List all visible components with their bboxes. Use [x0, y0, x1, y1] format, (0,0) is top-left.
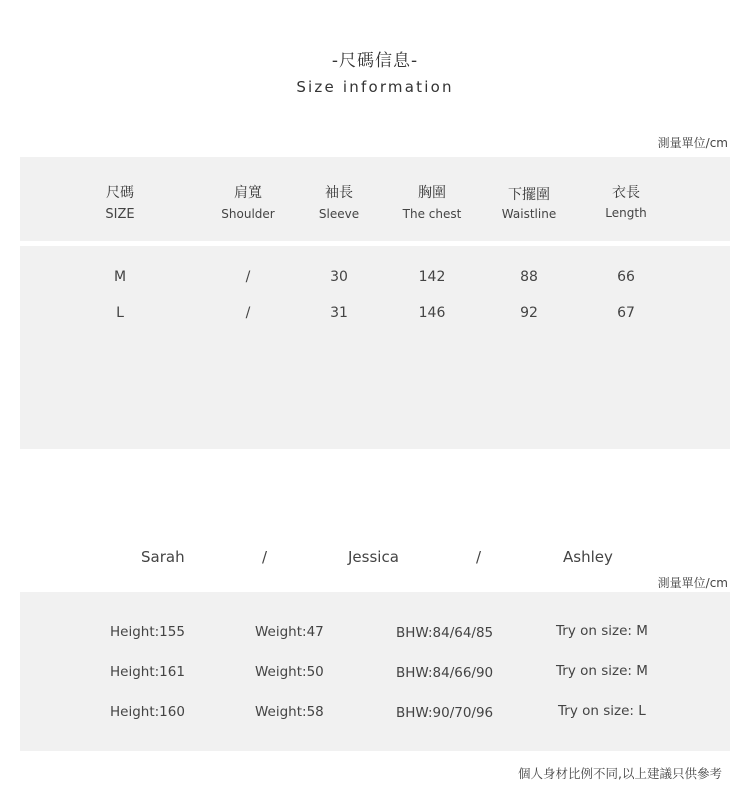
header-length-cn: 衣長 — [612, 185, 640, 201]
row-l-chest: 146 — [418, 305, 446, 321]
unit-label: 測量單位/cm — [657, 576, 728, 590]
header-sleeve-cn: 袖長 — [325, 185, 353, 201]
header-chest-en: The chest — [402, 207, 462, 221]
model-3-weight: Weight:58 — [255, 704, 324, 720]
header-shoulder-cn: 肩寬 — [234, 185, 262, 201]
row-l-shoulder: / — [245, 305, 251, 321]
row-m-chest: 142 — [418, 269, 446, 285]
row-l-size: L — [116, 305, 124, 321]
header-length-en: Length — [605, 206, 647, 220]
header-shoulder-en: Shoulder — [221, 207, 275, 221]
model-2-height: Height:161 — [110, 664, 185, 680]
model-2-try-on-size: Try on size: M — [556, 663, 648, 679]
header-size-en: SIZE — [105, 207, 135, 222]
model-3-height: Height:160 — [110, 704, 185, 720]
header-waistline-cn: 下擺圍 — [508, 187, 550, 203]
row-m-sleeve: 30 — [330, 269, 348, 285]
model-name-jessica: Jessica — [348, 548, 399, 566]
model-1-weight: Weight:47 — [255, 624, 324, 640]
page-subtitle: Size information — [296, 78, 454, 96]
disclaimer-note: 個人身材比例不同,以上建議只供參考 — [518, 766, 722, 781]
row-l-sleeve: 31 — [330, 305, 348, 321]
header-chest-cn: 胸圍 — [418, 185, 446, 201]
model-2-bhw: BHW:84/66/90 — [396, 665, 494, 681]
model-2-weight: Weight:50 — [255, 664, 324, 680]
model-name-separator: / — [476, 548, 482, 566]
header-waistline-en: Waistline — [501, 207, 557, 221]
model-3-try-on-size: Try on size: L — [558, 703, 646, 719]
row-l-waistline: 92 — [520, 305, 538, 321]
model-name-sarah: Sarah — [141, 548, 185, 566]
model-1-bhw: BHW:84/64/85 — [396, 625, 494, 641]
model-name-ashley: Ashley — [563, 548, 613, 566]
header-sleeve-en: Sleeve — [318, 207, 360, 221]
model-1-height: Height:155 — [110, 624, 185, 640]
model-3-bhw: BHW:90/70/96 — [396, 705, 494, 721]
model-1-try-on-size: Try on size: M — [556, 623, 648, 639]
model-name-separator: / — [262, 548, 268, 566]
row-l-length: 67 — [617, 305, 635, 321]
unit-label: 測量單位/cm — [657, 136, 728, 150]
row-m-shoulder: / — [245, 269, 251, 285]
header-size-cn: 尺碼 — [106, 185, 134, 201]
row-m-length: 66 — [617, 269, 635, 285]
row-m-waistline: 88 — [520, 269, 538, 285]
row-m-size: M — [113, 269, 127, 285]
page-title: -尺碼信息- — [331, 51, 419, 71]
